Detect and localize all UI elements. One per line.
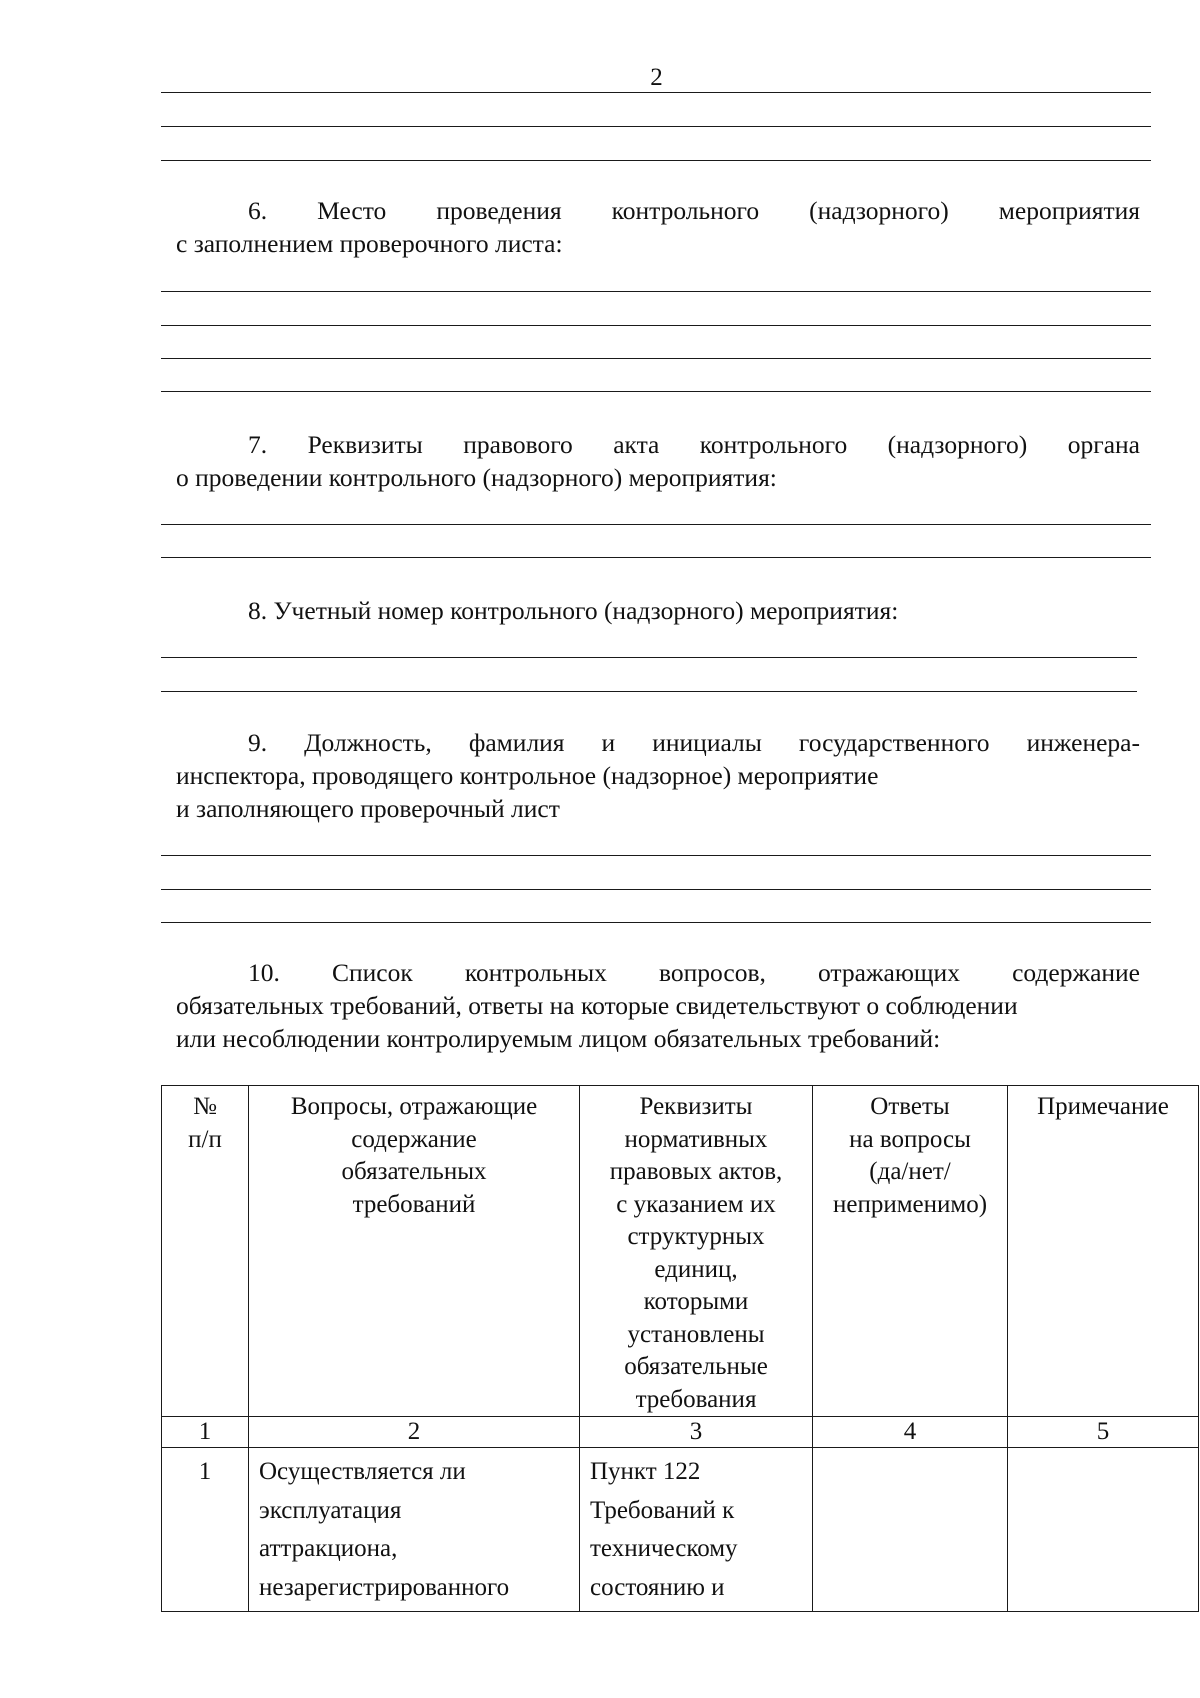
- row-question: Осуществляется ли эксплуатация аттракциона, незарегистрированного: [249, 1448, 580, 1612]
- fill-in-line: [161, 557, 1151, 558]
- row-note: [1008, 1448, 1199, 1612]
- fill-in-line: [161, 358, 1151, 359]
- row-answer: [813, 1448, 1008, 1612]
- blank-line: [161, 160, 1151, 161]
- table-row: [162, 1448, 1199, 1612]
- column-number: 5: [1008, 1417, 1199, 1448]
- section-6-continuation: с заполнением проверочного листа:: [176, 229, 563, 258]
- page-number: 2: [650, 64, 663, 91]
- header-requisites: Реквизиты нормативных правовых актов, с указанием их структурных единиц, которыми установлены обязательные требования: [580, 1086, 813, 1417]
- fill-in-line: [161, 325, 1151, 326]
- blank-line: [161, 92, 1151, 93]
- section-6-first-line: 6. Место проведения контрольного (надзорного) мероприятия: [248, 196, 1140, 225]
- section-8: [176, 594, 1140, 627]
- section-10-continuation: обязательных требований, ответы на которые свидетельствуют о соблюдении или несоблюдении контролируемым лицом обязательных требований:: [176, 991, 1018, 1053]
- fill-in-line: [161, 922, 1151, 923]
- column-number: 3: [580, 1417, 813, 1448]
- header-questions: Вопросы, отражающие содержание обязательных требований: [249, 1086, 580, 1417]
- fill-in-line: [161, 524, 1151, 525]
- section-9-first-line: 9. Должность, фамилия и инициалы государственного инженера-: [248, 728, 1140, 757]
- column-number-row: [162, 1417, 1199, 1448]
- header-number: № п/п: [162, 1086, 249, 1417]
- section-10-first-line: 10. Список контрольных вопросов, отражающих содержание: [248, 958, 1140, 987]
- row-requisites: Пункт 122 Требований к техническому состоянию и: [580, 1448, 813, 1612]
- fill-in-line: [161, 855, 1151, 856]
- section-9: [176, 726, 1140, 825]
- fill-in-line: [161, 691, 1137, 692]
- fill-in-line: [161, 889, 1151, 890]
- section-7-first-line: 7. Реквизиты правового акта контрольного (надзорного) органа: [248, 430, 1140, 459]
- blank-line: [161, 126, 1151, 127]
- table-header-row: [162, 1086, 1199, 1417]
- fill-in-line: [161, 391, 1151, 392]
- column-number: 4: [813, 1417, 1008, 1448]
- column-number: 2: [249, 1417, 580, 1448]
- checklist-table: [161, 1085, 1199, 1612]
- row-number: 1: [162, 1448, 249, 1612]
- fill-in-line: [161, 657, 1137, 658]
- header-note: Примечание: [1008, 1086, 1199, 1417]
- header-answers: Ответы на вопросы (да/нет/ неприменимо): [813, 1086, 1008, 1417]
- section-9-continuation: инспектора, проводящего контрольное (надзорное) мероприятие и заполняющего проверочный лист: [176, 761, 879, 823]
- section-6: [176, 194, 1140, 260]
- section-7: [176, 428, 1140, 494]
- section-8-first-line: 8. Учетный номер контрольного (надзорного) мероприятия:: [248, 596, 899, 625]
- section-7-continuation: о проведении контрольного (надзорного) мероприятия:: [176, 463, 777, 492]
- section-10: [176, 956, 1140, 1055]
- fill-in-line: [161, 291, 1151, 292]
- column-number: 1: [162, 1417, 249, 1448]
